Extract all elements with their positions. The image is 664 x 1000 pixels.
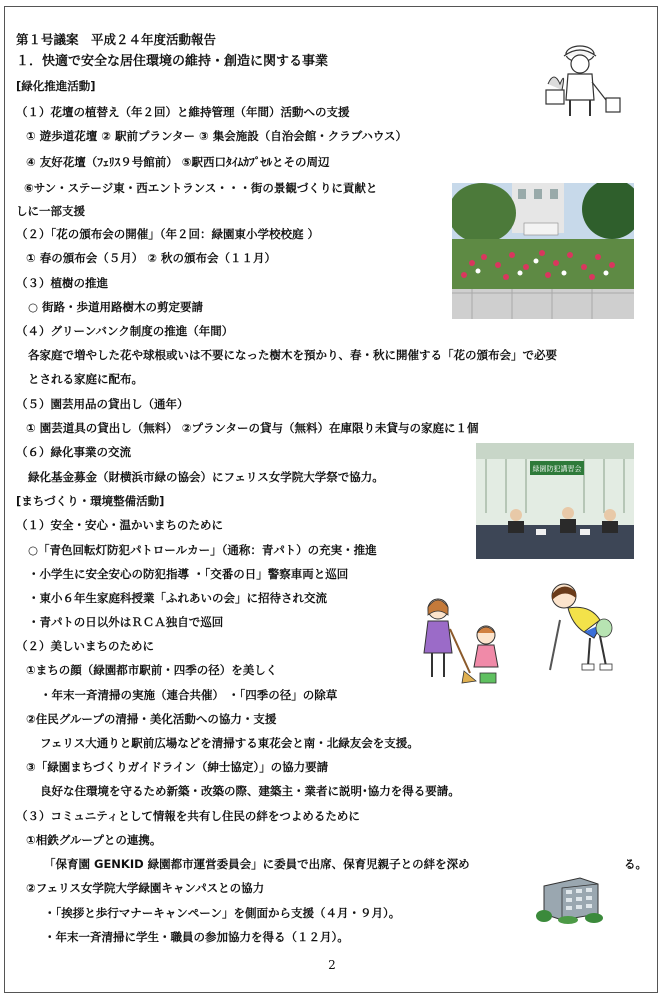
- section-heading: １．快適で安全な居住環境の維持・創造に関する事業: [16, 54, 329, 69]
- list-item: ○「青色回転灯防犯パトロールカー」（通称：青パト）の充実・推進: [28, 543, 377, 557]
- list-item: ②フェリス女学院大学緑園キャンパスとの協力: [26, 881, 265, 895]
- list-item: ③「緑園まちづくりガイドライン（紳士協定）」の協力要請: [26, 760, 329, 774]
- sweeping-girls-illustration: [414, 593, 510, 689]
- text-line: 緑化基金募金（財横浜市緑の協会）にフェリス女学院大学祭で協力。: [28, 470, 384, 484]
- list-item: ① 春の頒布会（５月） ② 秋の頒布会（１１月）: [26, 251, 276, 265]
- list-item: ・東小６年生家庭科授業「ふれあいの会」に招待され交流: [28, 591, 327, 605]
- list-item: ・年末一斉清掃に学生・職員の参加協力を得る（１２月）。: [44, 930, 349, 944]
- item-heading: （１）花壇の植替え（年２回）と維持管理（年間）活動への支援: [16, 105, 350, 119]
- item-heading: （３）コミュニティとして情報を共有し住民の絆をつよめるために: [16, 809, 360, 823]
- item-heading: （２）「花の頒布会の開催」（年２回：緑園東小学校校庭 ）: [16, 227, 320, 241]
- text-line: 良好な住環境を守るため新築・改築の際、建築主・業者に説明･協力を得る要請。: [40, 784, 460, 798]
- list-item: ・年末一斉清掃の実施（連合共催） ・「四季の径」の除草: [40, 688, 338, 702]
- list-item: ②住民グループの清掃・美化活動への協力・支援: [26, 712, 277, 726]
- flowerbed-photo: [452, 183, 634, 319]
- subsection-greening: [緑化推進活動]: [16, 79, 96, 93]
- text-line: 「保育園 GENKID 緑園都市運営委員会」に委員で出席、保育児親子との絆を深め: [44, 857, 470, 871]
- list-item: ① 遊歩道花壇 ② 駅前プランター ③ 集会施設（自治会館・クラブハウス）: [26, 129, 408, 143]
- item-heading: （２）美しいまちのために: [16, 639, 154, 653]
- list-item: ①相鉄グループとの連携。: [26, 833, 162, 847]
- list-item: ・小学生に安全安心の防犯指導 ・「交番の日」警察車両と巡回: [28, 567, 349, 581]
- text-line: る。: [624, 857, 647, 871]
- list-item: ・「挨拶と歩行マナーキャンペーン」を側面から支援（４月・９月）。: [44, 906, 401, 920]
- item-heading: （５）園芸用品の貸出し（通年）: [16, 397, 189, 411]
- text-line: 各家庭で増やした花や球根或いは不要になった樹木を預かり、春・秋に開催する「花の頒布会」で必要: [28, 348, 557, 362]
- sweeping-boy-illustration: [538, 580, 624, 676]
- gardener-illustration: [540, 40, 628, 122]
- list-item: ① 園芸道具の貸出し（無料） ②プランターの貸与（無料）在庫限り未貸与の家庭に１個: [26, 421, 479, 435]
- subsection-town: [まちづくり・環境整備活動]: [16, 494, 165, 508]
- text-line: しに一部支援: [16, 204, 85, 218]
- agenda-title: 第１号議案 平成２４年度活動報告: [16, 32, 217, 47]
- list-item: ①まちの顔（緑園都市駅前・四季の径）を美しく: [26, 663, 278, 677]
- text-line: フェリス大通りと駅前広場などを清掃する東花会と南・北緑友会を支援。: [40, 736, 419, 750]
- item-heading: （３）植樹の推進: [16, 276, 108, 290]
- text-line: とされる家庭に配布。: [28, 372, 143, 386]
- list-item: ・青パトの日以外はＲＣＡ独自で巡回: [28, 615, 224, 629]
- item-heading: （１）安全・安心・温かいまちのために: [16, 518, 223, 532]
- building-illustration: [534, 872, 604, 924]
- page-number: 2: [328, 958, 336, 972]
- item-heading: （４）グリーンバンク制度の推進（年間）: [16, 324, 234, 338]
- item-heading: （６）緑化事業の交流: [16, 445, 131, 459]
- list-item: ④ 友好花壇（ﾌｪﾘｽ９号館前） ⑤駅西口ﾀｲﾑｶﾌﾟｾﾙとその周辺: [26, 155, 330, 169]
- banner-text: 緑園防犯講習会: [532, 465, 582, 473]
- meeting-photo: [476, 443, 634, 559]
- list-item: ○ 街路・歩道用路樹木の剪定要請: [28, 300, 204, 314]
- list-item: ⑥サン・ステージ東・西エントランス・・・街の景観づくりに貢献と: [24, 181, 378, 195]
